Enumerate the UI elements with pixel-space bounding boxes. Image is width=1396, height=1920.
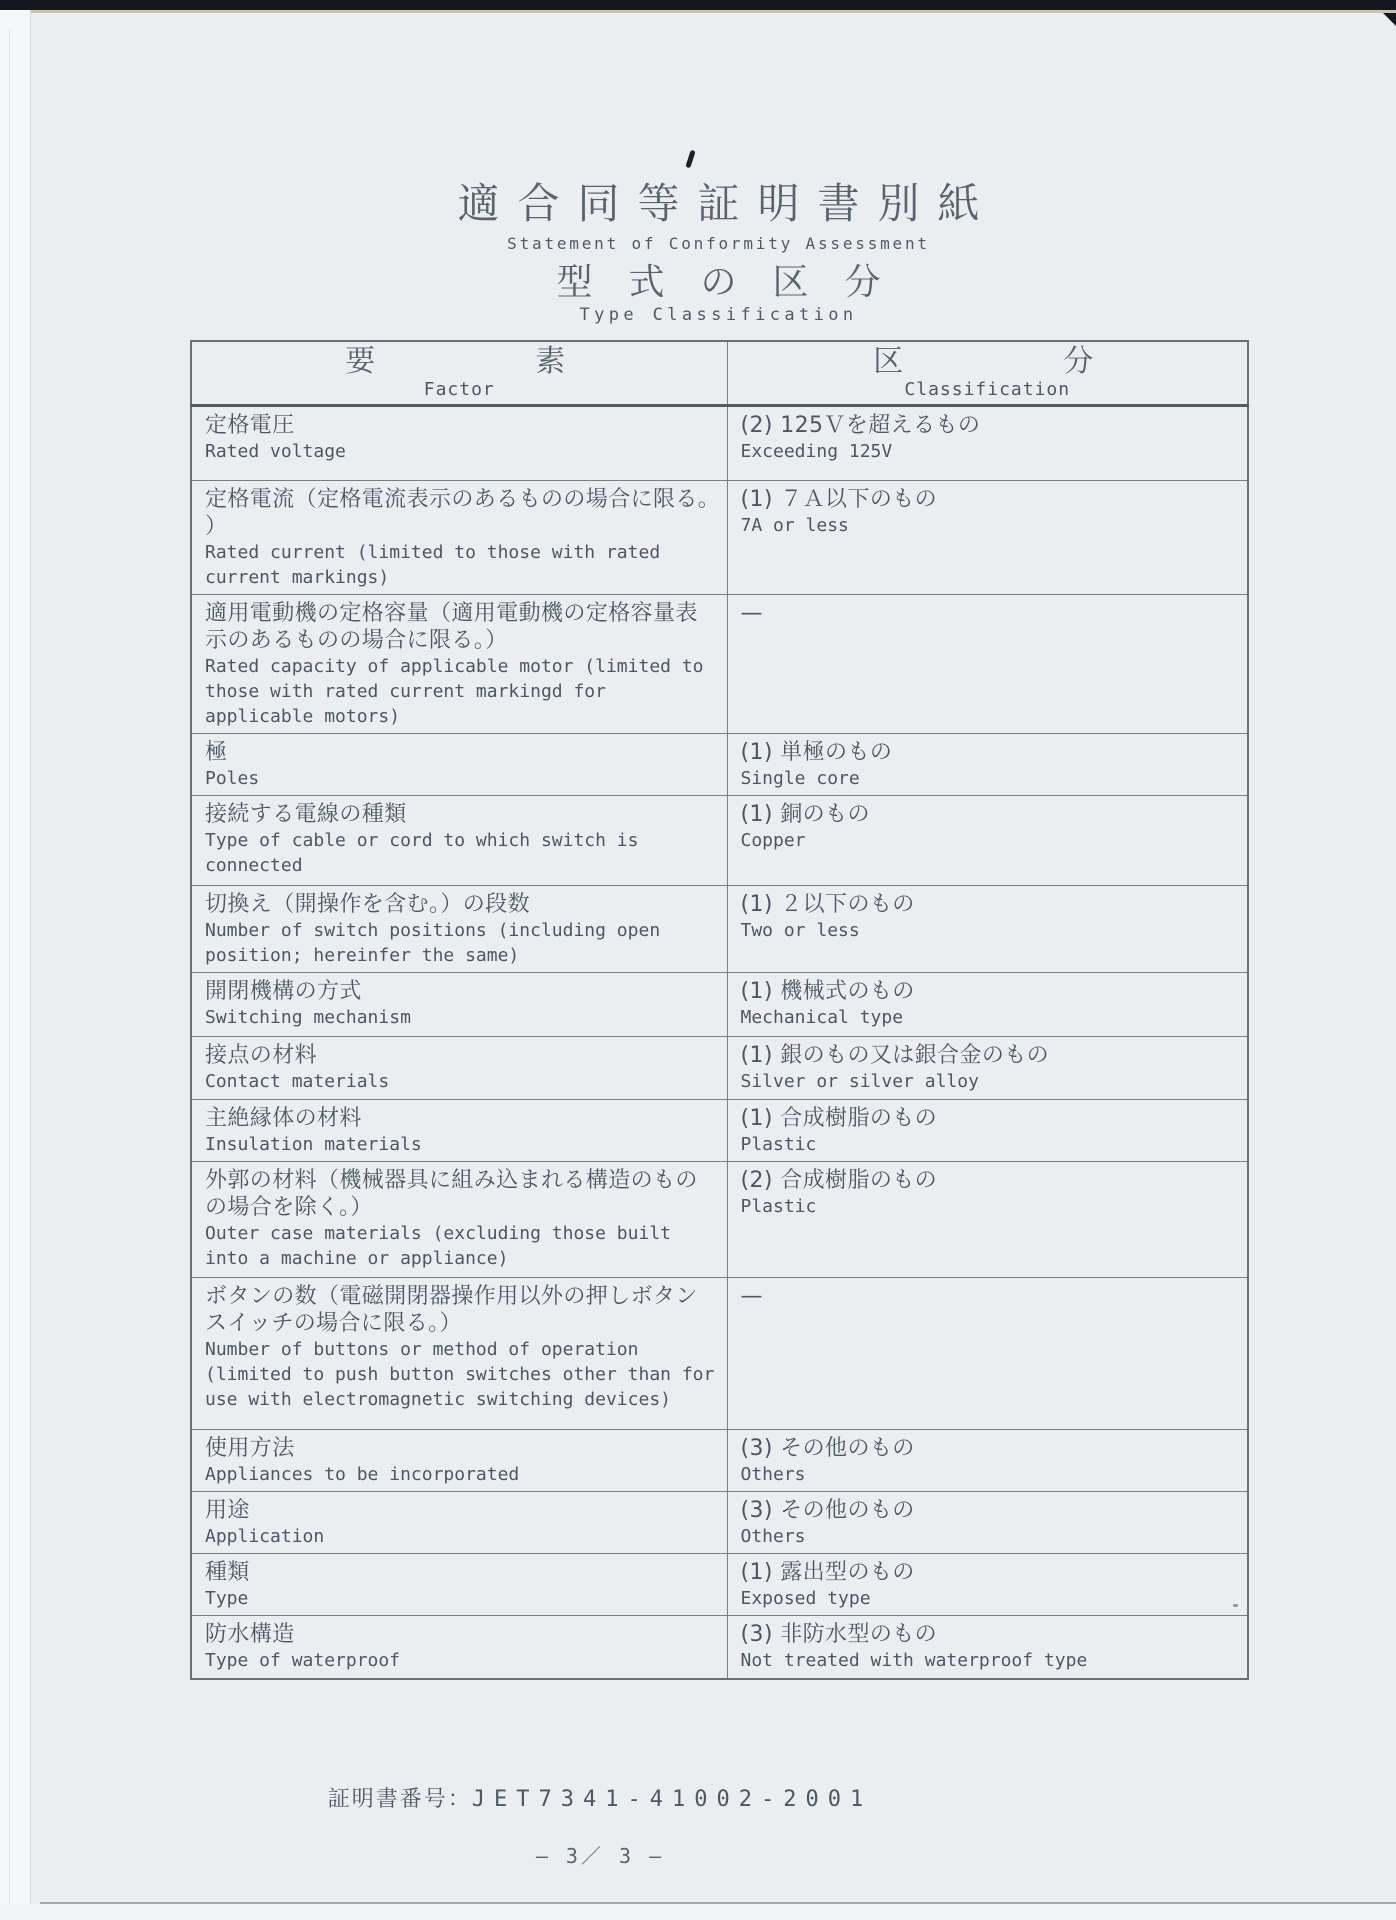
type-classification-table <box>190 340 1249 1680</box>
section-title-english: Type Classification <box>579 305 858 325</box>
classification-text-japanese: (3) その他のもの <box>740 1497 915 1523</box>
factor-text-english: Number of switch positions (including open position; hereinfer the same) <box>205 919 661 966</box>
classification-text-japanese: (2) 125Ｖを超えるもの <box>740 412 981 438</box>
factor-cell <box>191 1099 727 1161</box>
factor-text-japanese: 主絶縁体の材料 <box>205 1105 362 1131</box>
table-row <box>191 1429 1248 1491</box>
classification-text-english: 7A or less <box>740 514 849 536</box>
classification-text-english: Not treated with waterproof type <box>740 1649 1088 1671</box>
table-row <box>191 733 1248 795</box>
table-row <box>191 1036 1248 1099</box>
page-edge-line <box>26 10 1396 13</box>
section-title-japanese: 型 式 の 区 分 <box>556 262 881 303</box>
classification-text-english: Mechanical type <box>740 1006 904 1028</box>
factor-text-japanese: 接続する電線の種類 <box>205 801 407 827</box>
table-row <box>191 594 1248 733</box>
page-left-crease <box>9 30 10 1910</box>
factor-cell <box>191 972 727 1036</box>
table-row <box>191 885 1248 972</box>
table-row <box>191 1277 1248 1429</box>
classification-text-japanese: (1) ２以下のもの <box>740 891 915 917</box>
factor-text-japanese: 種類 <box>205 1559 250 1585</box>
factor-text-english: Appliances to be incorporated <box>205 1463 520 1485</box>
document-title-english: Statement of Conformity Assessment <box>507 234 930 253</box>
table-row <box>191 1615 1248 1679</box>
factor-text-english: Application <box>205 1525 325 1547</box>
factor-cell <box>191 405 727 480</box>
factor-text-english: Type of waterproof <box>205 1649 401 1671</box>
classification-text-japanese: (1) 銅のもの <box>740 801 870 827</box>
page-bottom-area <box>0 1904 1396 1920</box>
factor-cell <box>191 1553 727 1615</box>
classification-text-english: Plastic <box>740 1133 817 1155</box>
factor-cell <box>191 885 727 972</box>
classification-cell <box>727 594 1248 733</box>
factor-text-english: Contact materials <box>205 1070 390 1092</box>
header-cell-factor <box>191 341 727 405</box>
classification-cell <box>727 885 1248 972</box>
factor-cell <box>191 1615 727 1679</box>
factor-text-japanese: 使用方法 <box>205 1435 295 1461</box>
classification-text-japanese: (2) 合成樹脂のもの <box>740 1167 938 1193</box>
classification-text-english: Plastic <box>740 1195 817 1217</box>
classification-cell <box>727 1099 1248 1161</box>
factor-cell <box>191 1036 727 1099</box>
certificate-number-label: 証明書番号： <box>327 1787 472 1812</box>
classification-text-english: Copper <box>740 829 806 851</box>
factor-text-english: Switching mechanism <box>205 1006 411 1028</box>
factor-text-japanese: 定格電流（定格電流表示のあるものの場合に限る。） <box>205 486 710 539</box>
factor-text-japanese: 定格電圧 <box>205 412 295 438</box>
factor-text-japanese: 防水構造 <box>205 1621 295 1647</box>
classification-header-english: Classification <box>904 378 1071 400</box>
factor-text-english: Number of buttons or method of operation (limited to push button switches other than for use with electromagnetic switching devices) <box>205 1338 715 1410</box>
factor-cell <box>191 480 727 594</box>
factor-cell <box>191 733 727 795</box>
classification-text-english: Two or less <box>740 919 860 941</box>
classification-text-japanese: (1) ７Ａ以下のもの <box>740 486 938 512</box>
table-row <box>191 405 1248 480</box>
classification-cell <box>727 1491 1248 1553</box>
factor-text-japanese: 適用電動機の定格容量（適用電動機の定格容量表示のあるものの場合に限る。） <box>205 600 698 653</box>
certificate-number-line <box>0 1782 1200 1813</box>
factor-text-english: Poles <box>205 767 260 789</box>
classification-text-japanese: (3) その他のもの <box>740 1435 915 1461</box>
factor-cell <box>191 795 727 885</box>
classification-cell <box>727 1429 1248 1491</box>
classification-text-japanese: (1) 機械式のもの <box>740 978 915 1004</box>
classification-text-japanese: (1) 単極のもの <box>740 739 893 765</box>
classification-text-japanese: (1) 銀のもの又は銀合金のもの <box>740 1042 1050 1068</box>
classification-header-japanese: 区 分 <box>873 343 1102 379</box>
document-title-japanese: 適合同等証明書別紙 <box>457 179 998 228</box>
factor-text-english: Type of cable or cord to which switch is connected <box>205 829 639 876</box>
classification-cell <box>727 1161 1248 1277</box>
classification-cell <box>727 733 1248 795</box>
factor-text-english: Rated capacity of applicable motor (limited to those with rated current markingd for applicable motors) <box>205 655 704 727</box>
classification-text-english: Silver or silver alloy <box>740 1070 979 1092</box>
classification-text-english: Exposed type <box>740 1587 871 1609</box>
classification-cell <box>727 1615 1248 1679</box>
factor-text-japanese: 接点の材料 <box>205 1042 318 1068</box>
table-header-row <box>191 341 1248 405</box>
classification-cell <box>727 480 1248 594</box>
factor-text-japanese: 開閉機構の方式 <box>205 978 362 1004</box>
factor-header-japanese: 要 素 <box>345 343 574 379</box>
certificate-number-value: JET7341-41002-2001 <box>471 1787 873 1812</box>
factor-cell <box>191 1429 727 1491</box>
table-row <box>191 480 1248 594</box>
page-left-edge <box>0 10 31 1920</box>
table-row <box>191 795 1248 885</box>
scanner-edge-top <box>0 0 1396 10</box>
factor-text-english: Rated voltage <box>205 440 346 462</box>
table-row <box>191 1161 1248 1277</box>
classification-cell <box>727 1553 1248 1615</box>
factor-text-japanese: 用途 <box>205 1497 250 1523</box>
factor-header-english: Factor <box>423 378 495 400</box>
table-row <box>191 1491 1248 1553</box>
factor-text-japanese: 外郭の材料（機械器具に組み込まれる構造のものの場合を除く。） <box>205 1167 698 1220</box>
classification-cell <box>727 972 1248 1036</box>
table-row <box>191 972 1248 1036</box>
classification-text-japanese: (1) 合成樹脂のもの <box>740 1105 938 1131</box>
table-row <box>191 1553 1248 1615</box>
classification-cell <box>727 1036 1248 1099</box>
document-header <box>190 180 1247 325</box>
classification-text-english: Others <box>740 1463 806 1485</box>
pen-mark-artifact <box>685 150 695 169</box>
classification-text-english: Exceeding 125V <box>740 440 893 462</box>
factor-text-english: Rated current (limited to those with rated current markings) <box>205 541 661 588</box>
factor-text-english: Insulation materials <box>205 1133 422 1155</box>
factor-text-japanese: 切換え（開操作を含む。）の段数 <box>205 891 531 917</box>
classification-text-english: Single core <box>740 767 860 789</box>
factor-cell <box>191 1161 727 1277</box>
factor-cell <box>191 594 727 733</box>
factor-text-english: Outer case materials (excluding those built into a machine or appliance) <box>205 1222 671 1269</box>
factor-cell <box>191 1491 727 1553</box>
factor-text-japanese: 極 <box>205 739 228 765</box>
table-row <box>191 1099 1248 1161</box>
classification-text-japanese: (3) 非防水型のもの <box>740 1621 938 1647</box>
classification-text-japanese: — <box>740 600 763 626</box>
classification-text-japanese: — <box>740 1283 763 1309</box>
factor-text-japanese: ボタンの数（電磁開閉器操作用以外の押しボタンスイッチの場合に限る。） <box>205 1283 698 1336</box>
classification-cell <box>727 405 1248 480</box>
classification-cell <box>727 795 1248 885</box>
classification-cell <box>727 1277 1248 1429</box>
classification-text-english: Others <box>740 1525 806 1547</box>
header-cell-classification <box>727 341 1248 405</box>
page-number: — 3／ 3 — <box>535 1844 665 1868</box>
factor-text-english: Type <box>205 1587 249 1609</box>
classification-text-japanese: (1) 露出型のもの <box>740 1559 915 1585</box>
factor-cell <box>191 1277 727 1429</box>
page-corner-top-right <box>1370 0 1396 26</box>
